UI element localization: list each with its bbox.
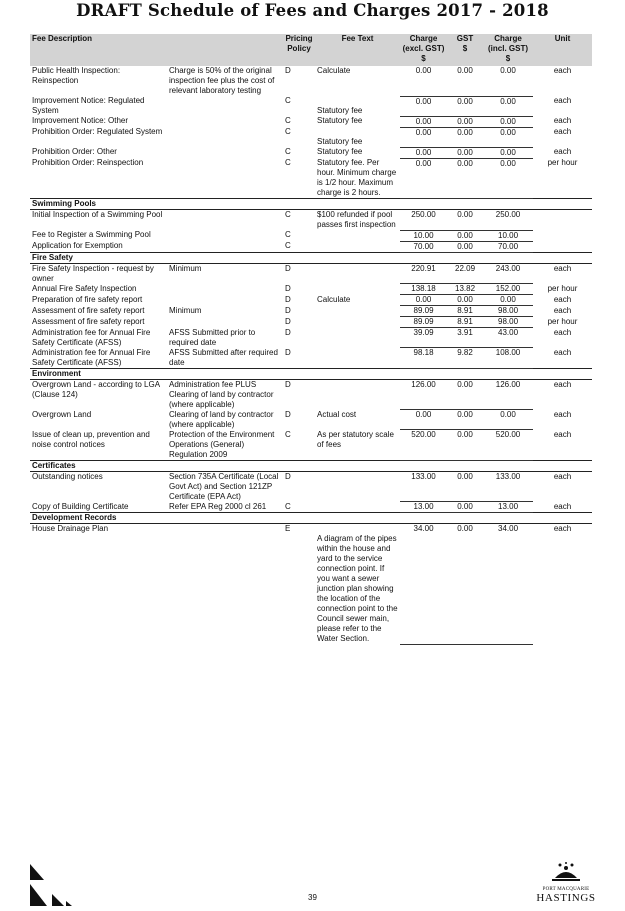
fee-row	[30, 317, 592, 328]
fee-text: As per statutory scale of fees	[317, 429, 394, 449]
fee-description: Fee to Register a Swimming Pool	[32, 230, 151, 239]
fee-description: Initial Inspection of a Swimming Pool	[32, 210, 163, 219]
fee-text: Actual cost	[317, 409, 357, 419]
gst-amount: 13.82	[447, 284, 483, 295]
charge-incl-gst: 0.00	[483, 158, 533, 199]
fee-text: $100 refunded if pool passes first inspection	[317, 210, 396, 229]
header-gst: GST $	[447, 34, 483, 66]
unit: each	[553, 429, 572, 439]
pricing-policy: D	[285, 327, 291, 337]
fee-row	[30, 96, 592, 116]
charge-incl-gst: 0.00	[483, 66, 533, 96]
fee-description: Assessment of fire safety report	[32, 305, 145, 315]
fee-description: House Drainage Plan	[32, 524, 109, 533]
logo-line-1: PORT MACQUARIE	[542, 887, 590, 892]
fee-text: A diagram of the pipes within the house and yard to the service connection point. If you want a sewer junction plan showing the location of the connection point to the Council sewer main, please refer to the Water Section.	[317, 534, 398, 643]
pricing-policy: D	[285, 294, 291, 304]
fee-description: Assessment of fire safety report	[32, 316, 145, 326]
pricing-policy: C	[285, 147, 291, 156]
charge-excl-gst: 13.00	[400, 502, 447, 513]
charge-excl-gst: 520.00	[400, 430, 447, 461]
charge-excl-gst: 0.00	[400, 116, 447, 127]
fee-note: Administration fee PLUS Clearing of land by contractor (where applicable)	[169, 379, 274, 409]
gst-amount: 0.00	[447, 96, 483, 116]
charge-incl-gst: 250.00	[483, 210, 533, 231]
header-fee-description: Fee Description	[30, 34, 283, 66]
charge-excl-gst: 138.18	[400, 284, 447, 295]
gst-amount: 0.00	[447, 471, 483, 502]
gst-amount: 0.00	[447, 379, 483, 410]
section-row	[30, 513, 592, 524]
pricing-policy: D	[285, 409, 291, 419]
unit: each	[553, 501, 572, 511]
fee-description: Application for Exemption	[32, 241, 123, 250]
fee-text: Statutory fee. Per hour. Minimum charge is 1/2 hour. Maximum charge is 2 hours.	[317, 158, 397, 197]
fee-row	[30, 328, 592, 348]
section-heading: Certificates	[30, 460, 592, 471]
header-charge-incl: Charge (incl. GST) $	[483, 34, 533, 66]
unit: each	[553, 96, 572, 105]
fee-note: Clearing of land by contractor (where applicable)	[169, 409, 274, 429]
fee-text	[315, 230, 400, 241]
pricing-policy: D	[285, 316, 291, 326]
page-number: 39	[308, 893, 317, 902]
fee-row	[30, 430, 592, 461]
fee-text: Statutory fee	[317, 137, 363, 146]
unit: each	[553, 116, 572, 125]
charge-incl-gst: 0.00	[483, 96, 533, 116]
pricing-policy: E	[285, 524, 291, 533]
fee-row	[30, 348, 592, 369]
gst-amount: 0.00	[447, 410, 483, 430]
gst-amount: 0.00	[447, 241, 483, 252]
fee-text	[315, 348, 400, 369]
charge-incl-gst: 13.00	[483, 502, 533, 513]
fee-note: Section 735A Certificate (Local Govt Act) and Section 121ZP Certificate (EPA Act)	[169, 471, 279, 501]
charge-incl-gst: 0.00	[483, 116, 533, 127]
fee-description: Administration fee for Annual Fire Safety Certificate (AFSS)	[32, 347, 151, 367]
fee-row	[30, 158, 592, 199]
pricing-policy: D	[285, 379, 291, 389]
unit: each	[553, 294, 572, 304]
fee-description: Prohibition Order: Other	[32, 147, 117, 156]
unit	[533, 210, 592, 231]
charge-excl-gst: 0.00	[400, 66, 447, 96]
charge-excl-gst: 98.18	[400, 348, 447, 369]
flame-logo-icon	[549, 862, 583, 882]
fee-note: Protection of the Environment Operations (General) Regulation 2009	[169, 429, 275, 459]
unit: each	[553, 305, 572, 315]
unit: each	[553, 409, 572, 419]
gst-amount: 0.00	[447, 524, 483, 645]
unit: each	[553, 263, 572, 273]
gst-amount: 8.91	[447, 306, 483, 317]
unit: per hour	[547, 158, 578, 167]
council-logo	[536, 862, 596, 904]
section-row	[30, 252, 592, 263]
section-heading: Fire Safety	[30, 252, 592, 263]
fee-note	[167, 127, 283, 147]
pricing-policy: C	[285, 429, 291, 439]
fee-row	[30, 210, 592, 231]
charge-excl-gst: 0.00	[400, 158, 447, 199]
fee-note	[167, 96, 283, 116]
fee-description: Fire Safety Inspection - request by owner	[32, 263, 154, 283]
fee-note: Refer EPA Reg 2000 cl 261	[169, 501, 267, 511]
pricing-policy: C	[285, 241, 291, 250]
section-heading: Swimming Pools	[30, 199, 592, 210]
gst-amount: 0.00	[447, 66, 483, 96]
header-fee-text: Fee Text	[315, 34, 400, 66]
charge-excl-gst: 126.00	[400, 379, 447, 410]
charge-incl-gst: 0.00	[483, 295, 533, 306]
pricing-policy: D	[285, 263, 291, 273]
charge-incl-gst: 133.00	[483, 471, 533, 502]
fee-note	[167, 230, 283, 241]
charge-excl-gst: 34.00	[400, 524, 447, 645]
fee-description: Prohibition Order: Regulated System	[32, 127, 163, 136]
charge-excl-gst: 70.00	[400, 241, 447, 252]
fee-note	[167, 295, 283, 306]
gst-amount: 0.00	[447, 230, 483, 241]
unit: each	[553, 471, 572, 481]
charge-excl-gst: 0.00	[400, 147, 447, 158]
charge-incl-gst: 34.00	[483, 524, 533, 645]
fee-description: Improvement Notice: Other	[32, 116, 129, 125]
table-body	[30, 66, 592, 644]
fee-row	[30, 295, 592, 306]
unit: per hour	[547, 283, 578, 293]
fee-text	[315, 471, 400, 502]
unit	[533, 230, 592, 241]
charge-excl-gst: 10.00	[400, 230, 447, 241]
fee-note: Minimum	[169, 305, 202, 315]
fee-row	[30, 471, 592, 502]
fee-description: Administration fee for Annual Fire Safety Certificate (AFSS)	[32, 327, 151, 347]
fee-description: Preparation of fire safety report	[32, 294, 143, 304]
charge-incl-gst: 98.00	[483, 317, 533, 328]
fee-row	[30, 410, 592, 430]
charge-excl-gst: 250.00	[400, 210, 447, 231]
section-heading: Environment	[30, 368, 592, 379]
pricing-policy: C	[285, 210, 291, 219]
header-pricing-policy: Pricing Policy	[283, 34, 315, 66]
table-header	[30, 34, 592, 66]
fee-note: Charge is 50% of the original inspection fee plus the cost of relevant laboratory testing	[169, 66, 275, 95]
fee-text: Statutory fee	[317, 106, 363, 115]
fee-description: Annual Fire Safety Inspection	[32, 283, 137, 293]
fee-row	[30, 306, 592, 317]
charge-incl-gst: 152.00	[483, 284, 533, 295]
fee-note	[167, 147, 283, 158]
charge-excl-gst: 220.91	[400, 263, 447, 284]
fee-text	[315, 379, 400, 410]
fee-row	[30, 502, 592, 513]
fee-description: Overgrown Land	[32, 409, 92, 419]
fee-description: Outstanding notices	[32, 471, 103, 481]
pricing-policy: C	[285, 501, 291, 511]
fee-text	[315, 284, 400, 295]
section-heading: Development Records	[30, 513, 592, 524]
pricing-policy: C	[285, 127, 291, 136]
page-title: DRAFT Schedule of Fees and Charges 2017 - 2018	[76, 1, 549, 20]
fee-row	[30, 284, 592, 295]
header-unit: Unit	[533, 34, 592, 66]
fee-note	[167, 524, 283, 645]
fee-text	[315, 241, 400, 252]
fee-note	[167, 116, 283, 127]
pricing-policy: D	[285, 305, 291, 315]
charge-excl-gst: 0.00	[400, 96, 447, 116]
unit: each	[553, 66, 572, 75]
unit: each	[553, 127, 572, 136]
pricing-policy: D	[285, 347, 291, 357]
section-row	[30, 368, 592, 379]
fee-text	[315, 317, 400, 328]
charge-incl-gst: 0.00	[483, 410, 533, 430]
charge-incl-gst: 0.00	[483, 147, 533, 158]
fee-note: AFSS Submitted prior to required date	[169, 327, 256, 347]
pricing-policy: D	[285, 66, 291, 75]
fee-note	[167, 158, 283, 199]
fee-row	[30, 524, 592, 645]
fee-row	[30, 147, 592, 158]
fee-description: Overgrown Land - according to LGA (Clause 124)	[32, 379, 160, 399]
unit: each	[553, 524, 572, 533]
section-row	[30, 460, 592, 471]
charge-incl-gst: 98.00	[483, 306, 533, 317]
fee-note	[167, 241, 283, 252]
unit: each	[553, 347, 572, 357]
fee-note: AFSS Submitted after required date	[169, 347, 278, 367]
fee-description: Public Health Inspection: Reinspection	[32, 66, 121, 85]
charge-incl-gst: 108.00	[483, 348, 533, 369]
fee-row	[30, 379, 592, 410]
fee-row	[30, 263, 592, 284]
fee-description: Issue of clean up, prevention and noise control notices	[32, 429, 150, 449]
gst-amount: 0.00	[447, 158, 483, 199]
unit: each	[553, 327, 572, 337]
fee-row	[30, 230, 592, 241]
pricing-policy: C	[285, 158, 291, 167]
gst-amount: 9.82	[447, 348, 483, 369]
fee-text	[315, 328, 400, 348]
gst-amount: 0.00	[447, 116, 483, 127]
charge-excl-gst: 133.00	[400, 471, 447, 502]
gst-amount: 0.00	[447, 502, 483, 513]
fee-text: Statutory fee	[317, 116, 363, 125]
fee-note	[167, 317, 283, 328]
fee-row	[30, 241, 592, 252]
logo-line-2: HASTINGS	[536, 892, 596, 904]
pricing-policy: C	[285, 230, 291, 239]
fees-table	[30, 34, 592, 645]
unit: each	[553, 147, 572, 156]
charge-excl-gst: 0.00	[400, 410, 447, 430]
charge-incl-gst: 70.00	[483, 241, 533, 252]
charge-incl-gst: 10.00	[483, 230, 533, 241]
charge-excl-gst: 0.00	[400, 127, 447, 147]
unit	[533, 241, 592, 252]
gst-amount: 0.00	[447, 210, 483, 231]
pricing-policy: D	[285, 471, 291, 481]
charge-excl-gst: 89.09	[400, 306, 447, 317]
gst-amount: 0.00	[447, 147, 483, 158]
fee-note: Minimum	[169, 263, 202, 273]
gst-amount: 8.91	[447, 317, 483, 328]
fee-description: Improvement Notice: Regulated System	[32, 96, 145, 115]
charge-incl-gst: 43.00	[483, 328, 533, 348]
gst-amount: 0.00	[447, 295, 483, 306]
charge-excl-gst: 0.00	[400, 295, 447, 306]
fee-description: Copy of Building Certificate	[32, 501, 129, 511]
pricing-policy: C	[285, 116, 291, 125]
gst-amount: 22.09	[447, 263, 483, 284]
footer-brand-mark	[30, 864, 76, 911]
unit: each	[553, 379, 572, 389]
fee-text	[315, 263, 400, 284]
fee-row	[30, 127, 592, 147]
pricing-policy: C	[285, 96, 291, 105]
fee-row	[30, 66, 592, 96]
charge-excl-gst: 39.09	[400, 328, 447, 348]
fee-description: Prohibition Order: Reinspection	[32, 158, 144, 167]
fee-text	[315, 306, 400, 317]
pricing-policy: D	[285, 283, 291, 293]
fee-note	[167, 210, 283, 231]
gst-amount: 0.00	[447, 127, 483, 147]
fee-text: Calculate	[317, 66, 351, 75]
fee-text: Statutory fee	[317, 147, 363, 156]
gst-amount: 3.91	[447, 328, 483, 348]
unit: per hour	[547, 316, 578, 326]
fee-note	[167, 284, 283, 295]
charge-excl-gst: 89.09	[400, 317, 447, 328]
fee-text	[315, 502, 400, 513]
section-row	[30, 199, 592, 210]
fee-row	[30, 116, 592, 127]
header-charge-excl: Charge (excl. GST) $	[400, 34, 447, 66]
charge-incl-gst: 520.00	[483, 430, 533, 461]
charge-incl-gst: 126.00	[483, 379, 533, 410]
charge-incl-gst: 243.00	[483, 263, 533, 284]
charge-incl-gst: 0.00	[483, 127, 533, 147]
fee-text: Calculate	[317, 294, 351, 304]
gst-amount: 0.00	[447, 430, 483, 461]
